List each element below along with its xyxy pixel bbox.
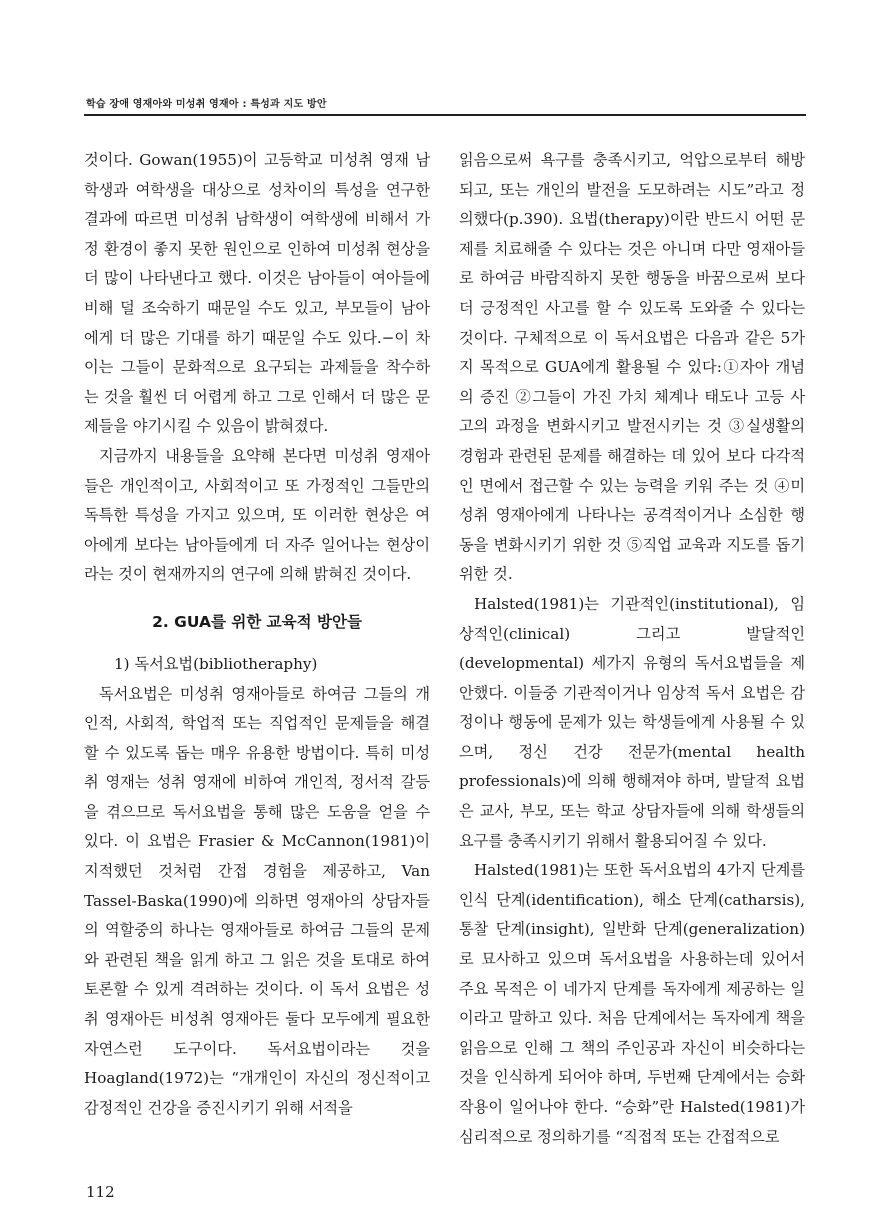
paragraph: 것이다. Gowan(1955)이 고등학교 미성취 영재 남학생과 여학생을 대상으로 성차이의 특성을 연구한 결과에 따르면 미성취 남학생이 여학생에 비해서 가정 환경이 좋지 못한 원인으로 인하여 미성취 현상을 더 많이 나타낸다고 했다. 이것은 남아들이 여아들에 비해 덜 조숙하기 때문일 수도 있고, 부모들이 남아에게 더 많은 기대를 하기 때문일 수도 있다.−이 차이는 그들이 문화적으로 요구되는 과제들을 착수하는 것을 훨씬 더 어렵게 하고 그로 인해서 더 많은 문제들을 야기시킬 수 있음이 밝혀졌다. bbox=[84, 151, 430, 436]
left-column bbox=[84, 146, 430, 1123]
paragraph: Halsted(1981)는 기관적인(institutional), 임상적인(clinical) 그리고 발달적인(developmental) 세가지 유형의 독서요법들을 제안했다. 이들중 기관적이거나 임상적 독서 요법은 감정이나 행동에 문제가 있는 학생들에게 사용될 수 있으며, 정신 건강 전문가(mental health professionals)에 의해 행해져야 하며, 발달적 요법은 교사, 부모, 또는 학교 상담자들에 의해 학생들의 요구를 충족시키기 위해서 활용되어질 수 있다. bbox=[459, 594, 805, 850]
running-header: 학습 장애 영재아와 미성취 영재아 : 특성과 지도 방안 bbox=[86, 99, 327, 110]
paragraph: Halsted(1981)는 또한 독서요법의 4가지 단계를 인식 단계(identification), 해소 단계(catharsis), 통찰 단계(insight), 일반화 단계(generalization)로 묘사하고 있으며 독서요법을 사용하는데 있어서 주요 목적은 이 네가지 단계를 독자에게 제공하는 일이라고 말하고 있다. 처음 단계에서는 독자에게 책을 읽음으로 인해 그 책의 주인공과 자신이 비슷하다는 것을 인식하게 되어야 하며, 두번째 단계에서는 승화 작용이 일어나야 한다. “승화”란 Halsted(1981)가 심리적으로 정의하기를 “직접적 또는 간접적으로 bbox=[459, 861, 805, 1146]
page-number: 112 bbox=[86, 1183, 115, 1201]
paragraph: 독서요법은 미성취 영재아들로 하여금 그들의 개인적, 사회적, 학업적 또는 직업적인 문제들을 해결할 수 있도록 돕는 매우 유용한 방법이다. 특히 미성취 영재는 성취 영재에 비하여 개인적, 정서적 갈등을 겪으므로 독서요법을 통해 많은 도움을 얻을 수 있다. 이 요법은 Frasier & McCannon(1981)이 지적했던 것처럼 간접 경험을 제공하고, Van Tassel-Baska(1990)에 의하면 영재아의 상담자들의 역할중의 하나는 영재아들로 하여금 그들의 문제와 관련된 책을 읽게 하고 그 읽은 것을 토대로 하여 토론할 수 있게 격려하는 것이다. 이 독서 요법은 성취 영재아든 비성취 영재아든 둘다 모두에게 필요한 자연스런 도구이다. 독서요법이라는 것을 Hoagland(1972)는 “개개인이 자신의 정신적이고 감정적인 건강을 증진시키기 위해 서적을 bbox=[84, 684, 430, 1117]
header-rule bbox=[84, 114, 806, 116]
sub-heading: 1) 독서요법(bibliotheraphy) bbox=[114, 654, 318, 673]
section-heading: 2. GUA를 위한 교육적 방안들 bbox=[152, 612, 362, 631]
paragraph: 지금까지 내용들을 요약해 본다면 미성취 영재아들은 개인적이고, 사회적이고 또 가정적인 그들만의 독특한 특성을 가지고 있으며, 또 이러한 현상은 여아에게 보다는 남아들에게 더 자주 일어나는 현상이라는 것이 현재까지의 연구에 의해 밝혀진 것이다. bbox=[84, 446, 430, 584]
paragraph: 읽음으로써 욕구를 충족시키고, 억압으로부터 해방되고, 또는 개인의 발전을 도모하려는 시도”라고 정의했다(p.390). 요법(therapy)이란 반드시 어떤 문제를 치료해줄 수 있다는 것은 아니며 다만 영재아들로 하여금 바람직하지 못한 행동을 바꿈으로써 보다 더 긍정적인 사고를 할 수 있도록 도와줄 수 있다는 것이다. 구체적으로 이 독서요법은 다음과 같은 5가지 목적으로 GUA에게 활용될 수 있다:①자아 개념의 증진 ②그들이 가진 가치 체계나 태도나 고등 사고의 과정을 변화시키고 발전시키는 것 ③실생활의 경험과 관련된 문제를 해결하는 데 있어 보다 다각적인 면에서 접근할 수 있는 능력을 키워 주는 것 ④미성취 영재아에게 나타나는 공격적이거나 소심한 행동을 변화시키기 위한 것 ⑤직업 교육과 지도를 돕기 위한 것. bbox=[459, 151, 805, 584]
right-column bbox=[459, 146, 805, 1152]
